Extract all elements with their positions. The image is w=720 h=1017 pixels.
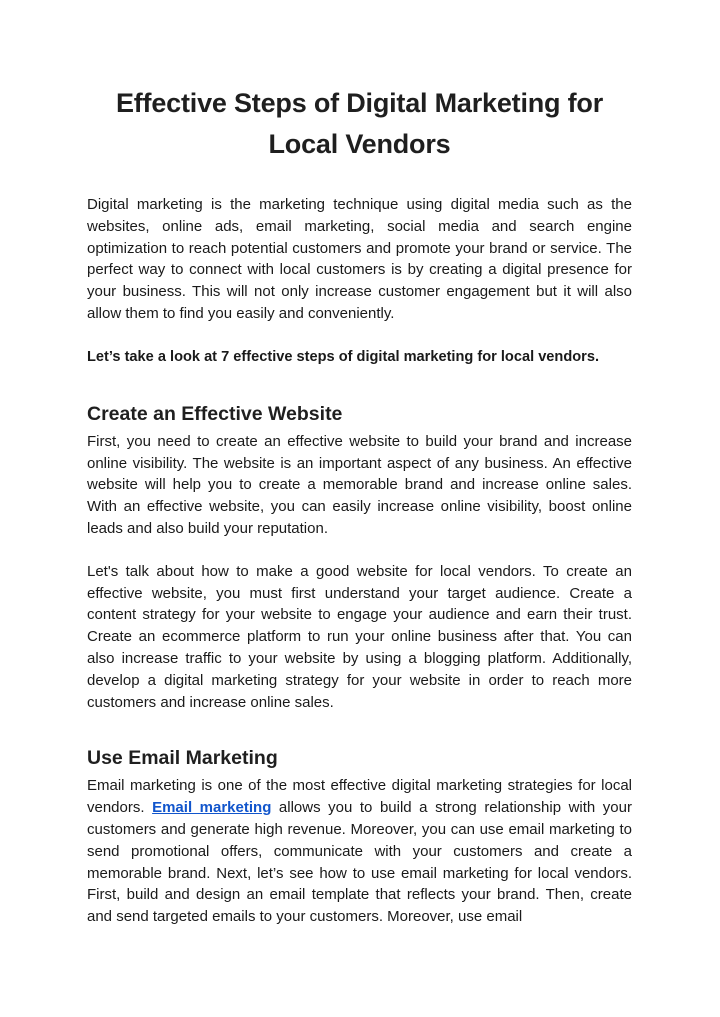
section-heading-email: Use Email Marketing [87,747,278,770]
page-title-line-2: Local Vendors [268,129,451,159]
website-paragraph-1: First, you need to create an effective website to build your brand and increase online visibility. The website is an important aspect of any business. An effective website will help you to create a memorable brand and increase online sales. With an effective website, you can easily increase online visibility, boost online leads and also build your reputation. [87,432,632,537]
document-page [87,0,632,928]
intro-paragraph: Digital marketing is the marketing technique using digital media such as the websites, online ads, email marketing, social media and search engine optimization to reach potential customers and promote your brand or service. The perfect way to connect with local customers is by creating a digital presence for your business. This will not only increase customer engagement but it will also allow them to find you easily and conveniently. [87,196,632,322]
page-title-line-1: Effective Steps of Digital Marketing for [115,88,604,118]
section-heading-website: Create an Effective Website [87,402,343,425]
email-paragraph [87,775,632,928]
email-marketing-link[interactable]: Email marketing [152,799,272,817]
lead-statement: Let’s take a look at 7 effective steps of digital marketing for local vendors. [87,348,600,365]
email-paragraph-text-end: allows you to build a strong relationship with your customers and generate high revenue. Moreover, you can use email marketing to send promotional offers, communicate with your customers and create a memorable brand. Next, let’s see how to use email marketing for local vendors. First, build and design an email template that reflects your brand. Then, create and send targeted emails to your customers. Moreover, use email [87,799,632,926]
email-paragraph-text-start: Email marketing is one of the most effective digital marketing strategies for local vendors. [87,777,632,817]
page-title [87,83,632,165]
website-paragraph-2: Let's talk about how to make a good website for local vendors. To create an effective website, you must first understand your target audience. Create a content strategy for your website to engage your audience and earn their trust. Create an ecommerce platform to run your online business after that. You can also increase traffic to your website by using a blogging platform. Additionally, develop a digital marketing strategy for your website in order to reach more customers and increase online sales. [87,562,632,711]
